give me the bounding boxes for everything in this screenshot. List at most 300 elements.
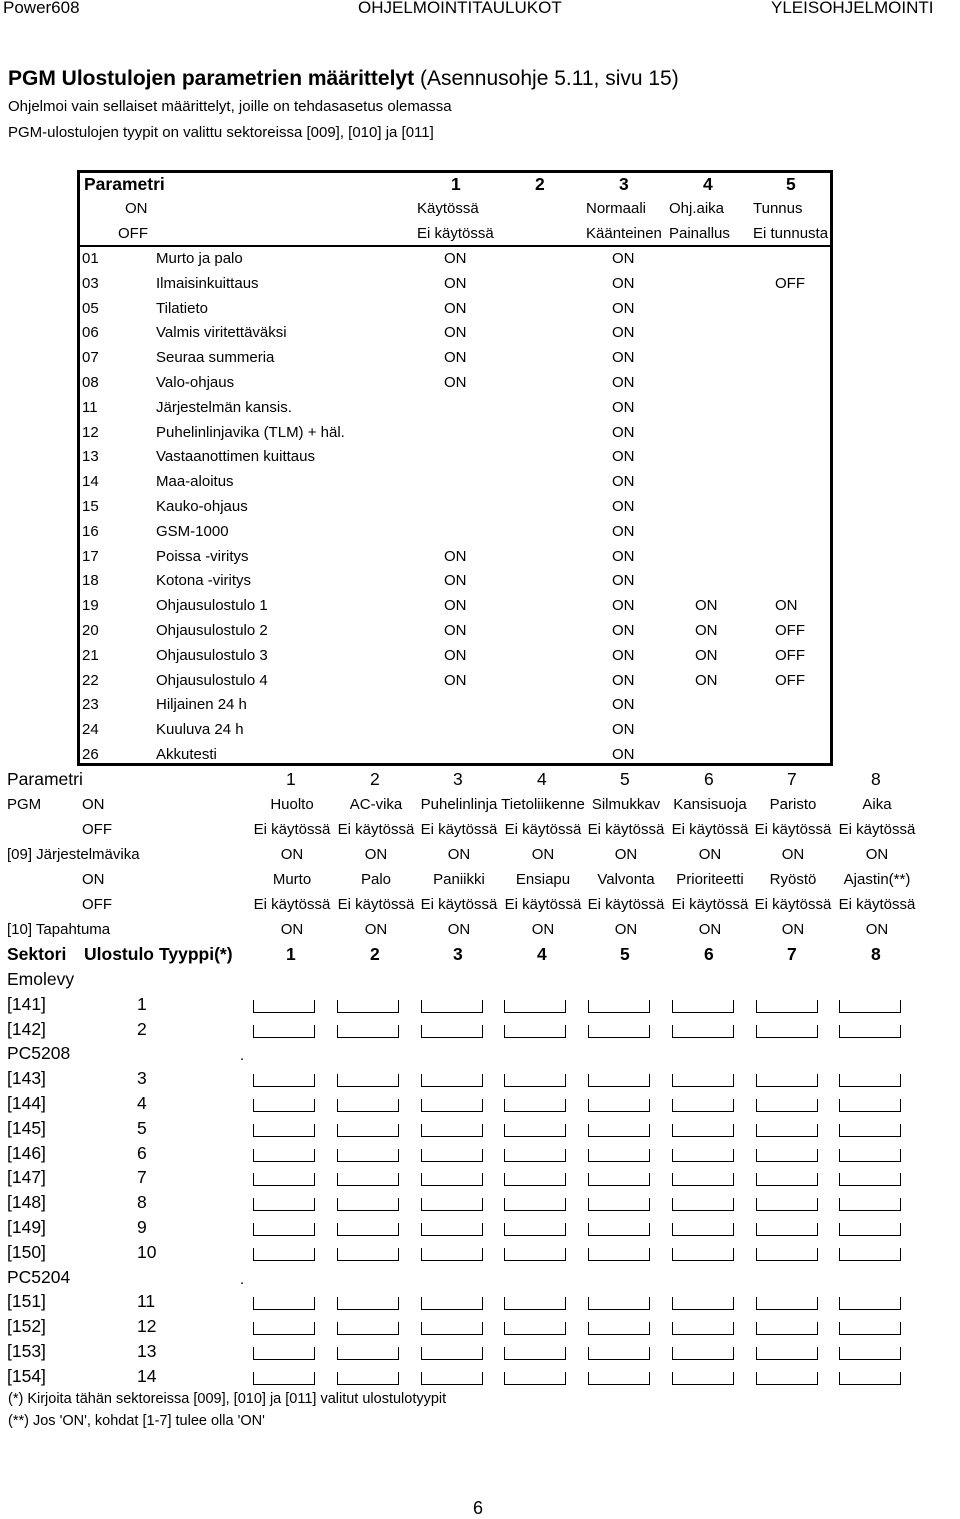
entry-box[interactable] xyxy=(421,1198,483,1211)
entry-box[interactable] xyxy=(504,1000,566,1013)
entry-box[interactable] xyxy=(839,1074,901,1087)
entry-box[interactable] xyxy=(337,1124,399,1137)
row-col3: ON xyxy=(612,547,635,565)
row-cell: Ei käytössä xyxy=(838,821,916,838)
table-row xyxy=(0,821,940,843)
row-col1: ON xyxy=(444,299,467,317)
table-row xyxy=(0,1242,940,1264)
row-cell: AC-vika xyxy=(349,796,403,813)
row-name: Kotona -viritys xyxy=(156,572,252,590)
entry-box[interactable] xyxy=(756,1074,818,1087)
row-col3: ON xyxy=(612,696,635,714)
entry-box[interactable] xyxy=(756,1198,818,1211)
table-row xyxy=(82,448,828,470)
entry-box[interactable] xyxy=(504,1173,566,1186)
footnote-2: (**) Jos 'ON', kohdat [1-7] tulee olla 'ON' xyxy=(8,1413,265,1429)
entry-box[interactable] xyxy=(756,1223,818,1236)
row-col1: ON xyxy=(444,646,467,664)
entry-box[interactable] xyxy=(588,1198,650,1211)
row-col3: ON xyxy=(612,398,635,416)
entry-box[interactable] xyxy=(672,1149,734,1162)
row-col1: ON xyxy=(444,547,467,565)
sector-code: [145] xyxy=(7,1117,46,1138)
row-col3: ON xyxy=(612,721,635,739)
row-col3: ON xyxy=(612,423,635,441)
row-state: ON xyxy=(82,796,105,813)
entry-box[interactable] xyxy=(839,1347,901,1360)
output-col-header: Ulostulo xyxy=(84,944,154,964)
row-col3: ON xyxy=(612,274,635,292)
row-cell: Ajastin(**) xyxy=(843,871,911,888)
row-cell: ON xyxy=(531,846,555,863)
row-code: 18 xyxy=(82,572,99,590)
entry-box[interactable] xyxy=(253,1198,315,1211)
row-code: 20 xyxy=(82,622,99,639)
entry-box[interactable] xyxy=(504,1074,566,1087)
table1-col-header: 3 xyxy=(619,174,629,194)
entry-box[interactable] xyxy=(672,1124,734,1137)
row-cell: ON xyxy=(364,921,388,938)
row-code: 08 xyxy=(82,374,99,391)
row-col3: ON xyxy=(612,448,635,466)
output-number: 6 xyxy=(137,1142,147,1163)
sector-num-header: 5 xyxy=(620,944,630,964)
table2-param-label: Parametri xyxy=(7,769,83,789)
entry-box[interactable] xyxy=(337,1000,399,1013)
entry-box[interactable] xyxy=(756,1297,818,1310)
row-code: 26 xyxy=(82,746,99,763)
row-cell: ON xyxy=(531,921,555,938)
entry-box[interactable] xyxy=(504,1223,566,1236)
row-cell: Murto xyxy=(272,871,312,888)
row-code: 21 xyxy=(82,646,99,664)
entry-box[interactable] xyxy=(672,1198,734,1211)
row-cell: ON xyxy=(280,921,304,938)
entry-box[interactable] xyxy=(337,1099,399,1112)
header-product: Power608 xyxy=(3,0,80,17)
entry-box[interactable] xyxy=(588,1223,650,1236)
entry-box[interactable] xyxy=(839,1149,901,1162)
sector-num-header: 6 xyxy=(704,944,714,964)
sector-col-header: Sektori xyxy=(7,944,67,964)
entry-box[interactable] xyxy=(253,1099,315,1112)
entry-box[interactable] xyxy=(253,1372,315,1385)
table-row xyxy=(0,1019,940,1041)
table-row xyxy=(0,1291,940,1313)
entry-box[interactable] xyxy=(337,1372,399,1385)
entry-box[interactable] xyxy=(421,1248,483,1261)
table-row xyxy=(0,1316,940,1338)
row-code: 16 xyxy=(82,522,99,540)
entry-box[interactable] xyxy=(421,1347,483,1360)
table-row xyxy=(0,921,940,943)
entry-box[interactable] xyxy=(756,1322,818,1335)
table-row xyxy=(0,994,940,1016)
output-number: 13 xyxy=(137,1341,157,1361)
row-code: 23 xyxy=(82,696,99,714)
table1-on-label: ON xyxy=(125,200,148,217)
table-row xyxy=(82,374,828,396)
row-cell: Ei käytössä xyxy=(671,821,749,838)
entry-box[interactable] xyxy=(588,1347,650,1360)
row-col3: ON xyxy=(612,374,635,391)
output-number: 5 xyxy=(137,1117,147,1138)
entry-box[interactable] xyxy=(839,1248,901,1261)
row-label: [10] Tapahtuma xyxy=(7,921,111,938)
table-row xyxy=(82,647,828,669)
table2-col-header: 7 xyxy=(787,769,797,789)
entry-box[interactable] xyxy=(421,1025,483,1038)
entry-box[interactable] xyxy=(672,1372,734,1385)
table-row xyxy=(0,1217,940,1239)
table-row xyxy=(0,796,940,818)
entry-box[interactable] xyxy=(672,1173,734,1186)
table1-on-value: Ohj.aika xyxy=(669,200,725,217)
row-cell: Ei käytössä xyxy=(337,821,415,838)
sector-code: [154] xyxy=(7,1365,46,1386)
entry-box[interactable] xyxy=(337,1198,399,1211)
table2-col-header: 3 xyxy=(453,769,463,789)
entry-box[interactable] xyxy=(839,1297,901,1310)
table-row xyxy=(0,871,940,893)
table2-col-header: 6 xyxy=(704,769,714,789)
row-name: Akkutesti xyxy=(156,746,217,763)
output-number: 3 xyxy=(137,1068,147,1089)
row-name: Ohjausulostulo 4 xyxy=(156,671,268,689)
entry-box[interactable] xyxy=(756,1248,818,1261)
row-cell: Puhelinlinja xyxy=(420,796,498,813)
entry-box[interactable] xyxy=(839,1372,901,1385)
table-row xyxy=(82,424,828,446)
entry-box[interactable] xyxy=(253,1297,315,1310)
row-code: 05 xyxy=(82,299,99,317)
row-col1: ON xyxy=(444,274,467,292)
table1-off-value: Painallus xyxy=(669,225,730,242)
entry-box[interactable] xyxy=(588,1124,650,1137)
table1-col-header: 2 xyxy=(535,174,545,194)
entry-box[interactable] xyxy=(421,1074,483,1087)
entry-box[interactable] xyxy=(253,1223,315,1236)
entry-box[interactable] xyxy=(253,1025,315,1038)
output-number: 4 xyxy=(137,1093,147,1113)
entry-box[interactable] xyxy=(253,1000,315,1013)
row-name: Puhelinlinjavika (TLM) + häl. xyxy=(156,423,345,441)
header-section: OHJELMOINTITAULUKOT xyxy=(358,0,562,17)
row-col3: ON xyxy=(612,522,635,540)
entry-box[interactable] xyxy=(588,1025,650,1038)
row-col3: ON xyxy=(612,671,635,689)
table2-col-header: 2 xyxy=(370,769,380,789)
entry-box[interactable] xyxy=(421,1000,483,1013)
entry-box[interactable] xyxy=(588,1322,650,1335)
entry-box[interactable] xyxy=(504,1124,566,1137)
table-row xyxy=(82,399,828,421)
row-name: Tilatieto xyxy=(156,299,208,317)
table2-col-header: 1 xyxy=(286,769,296,789)
sector-num-header: 2 xyxy=(370,944,380,964)
entry-box[interactable] xyxy=(421,1297,483,1310)
table-row xyxy=(82,473,828,495)
table2-col-header: 8 xyxy=(871,769,881,789)
entry-box[interactable] xyxy=(253,1248,315,1261)
sector-code: [143] xyxy=(7,1068,46,1089)
entry-box[interactable] xyxy=(756,1149,818,1162)
entry-box[interactable] xyxy=(421,1322,483,1335)
output-number: 8 xyxy=(137,1192,147,1213)
table-row xyxy=(82,597,828,619)
entry-box[interactable] xyxy=(672,1074,734,1087)
entry-box[interactable] xyxy=(421,1149,483,1162)
entry-box[interactable] xyxy=(504,1025,566,1038)
row-name: Hiljainen 24 h xyxy=(156,696,247,714)
entry-box[interactable] xyxy=(588,1372,650,1385)
row-name: Ohjausulostulo 3 xyxy=(156,646,268,664)
entry-box[interactable] xyxy=(672,1297,734,1310)
row-code: 19 xyxy=(82,597,99,615)
table-row xyxy=(0,1143,940,1165)
entry-box[interactable] xyxy=(504,1322,566,1335)
row-cell: Ei käytössä xyxy=(671,896,749,913)
row-cell: Tietoliikenne xyxy=(501,796,585,813)
entry-box[interactable] xyxy=(839,1099,901,1112)
row-col5: OFF xyxy=(775,622,805,639)
entry-box[interactable] xyxy=(839,1198,901,1211)
entry-box[interactable] xyxy=(337,1297,399,1310)
sector-code: [151] xyxy=(7,1291,46,1312)
entry-box[interactable] xyxy=(337,1149,399,1162)
row-col3: ON xyxy=(612,498,635,515)
entry-box[interactable] xyxy=(588,1149,650,1162)
entry-box[interactable] xyxy=(504,1198,566,1211)
row-col1: ON xyxy=(444,671,467,689)
row-col3: ON xyxy=(612,572,635,590)
row-state: OFF xyxy=(82,896,112,913)
row-cell: ON xyxy=(447,846,471,863)
row-name: GSM-1000 xyxy=(156,522,229,540)
page-number: 6 xyxy=(473,1498,484,1518)
table1-off-value: Ei tunnusta xyxy=(753,225,829,242)
row-cell: ON xyxy=(781,921,805,938)
entry-box[interactable] xyxy=(504,1297,566,1310)
table-row xyxy=(0,1093,940,1115)
row-name: Murto ja palo xyxy=(156,250,243,267)
table-row xyxy=(82,746,828,768)
row-col3: ON xyxy=(612,349,635,367)
sector-code: [142] xyxy=(7,1018,46,1039)
table-row xyxy=(82,275,828,297)
entry-box[interactable] xyxy=(337,1025,399,1038)
sector-code: [148] xyxy=(7,1192,46,1213)
entry-box[interactable] xyxy=(253,1074,315,1087)
row-cell: ON xyxy=(698,846,722,863)
sector-num-header: 3 xyxy=(453,944,463,964)
row-cell: ON xyxy=(781,846,805,863)
entry-box[interactable] xyxy=(421,1124,483,1137)
row-col1: ON xyxy=(444,572,467,590)
entry-box[interactable] xyxy=(504,1099,566,1112)
subtitle-1: Ohjelmoi vain sellaiset määrittelyt, joille on tehdasasetus olemassa xyxy=(8,98,452,115)
entry-box[interactable] xyxy=(672,1248,734,1261)
entry-box[interactable] xyxy=(839,1173,901,1186)
entry-box[interactable] xyxy=(337,1322,399,1335)
row-col4: ON xyxy=(695,597,718,615)
row-cell: Ei käytössä xyxy=(253,896,331,913)
entry-box[interactable] xyxy=(588,1099,650,1112)
entry-box[interactable] xyxy=(756,1372,818,1385)
row-name: Kauko-ohjaus xyxy=(156,498,248,515)
table1-off-label: OFF xyxy=(118,225,148,242)
entry-box[interactable] xyxy=(756,1173,818,1186)
row-code: 12 xyxy=(82,423,99,441)
entry-box[interactable] xyxy=(588,1248,650,1261)
row-cell: Ei käytössä xyxy=(504,896,582,913)
row-code: 14 xyxy=(82,473,99,491)
entry-box[interactable] xyxy=(337,1074,399,1087)
sector-num-header: 4 xyxy=(537,944,547,964)
row-code: 06 xyxy=(82,324,99,342)
table-row xyxy=(82,622,828,644)
table-row xyxy=(82,498,828,520)
output-number: 1 xyxy=(137,993,147,1014)
table-row xyxy=(82,349,828,371)
table1-off-value: Ei käytössä xyxy=(417,225,494,242)
entry-box[interactable] xyxy=(756,1000,818,1013)
table-row xyxy=(0,1167,940,1189)
table-row xyxy=(0,896,940,918)
entry-box[interactable] xyxy=(839,1124,901,1137)
table-row xyxy=(0,846,940,868)
table-row xyxy=(82,696,828,718)
entry-box[interactable] xyxy=(672,1099,734,1112)
row-col5: OFF xyxy=(775,646,805,664)
row-cell: ON xyxy=(447,921,471,938)
row-cell: Ei käytössä xyxy=(587,896,665,913)
entry-box[interactable] xyxy=(337,1248,399,1261)
group-label: PC5204 xyxy=(7,1266,71,1287)
table-row xyxy=(82,324,828,346)
entry-box[interactable] xyxy=(421,1173,483,1186)
row-cell: Kansisuoja xyxy=(673,796,747,813)
row-cell: Ei käytössä xyxy=(420,896,498,913)
row-cell: Ei käytössä xyxy=(838,896,916,913)
row-col5: ON xyxy=(775,597,798,615)
table1-on-value: Tunnus xyxy=(753,200,803,217)
entry-box[interactable] xyxy=(421,1099,483,1112)
entry-box[interactable] xyxy=(672,1025,734,1038)
row-cell: Aika xyxy=(862,796,892,813)
row-name: Kuuluva 24 h xyxy=(156,721,244,739)
table-row xyxy=(82,300,828,322)
row-name: Ohjausulostulo 1 xyxy=(156,597,268,615)
title-main: PGM Ulostulojen parametrien määrittelyt xyxy=(8,67,415,90)
table-row xyxy=(0,1192,940,1214)
row-name: Vastaanottimen kuittaus xyxy=(156,448,315,466)
row-cell: Palo xyxy=(360,871,392,888)
table1-on-value: Normaali xyxy=(586,200,647,217)
entry-box[interactable] xyxy=(337,1223,399,1236)
entry-box[interactable] xyxy=(253,1347,315,1360)
entry-box[interactable] xyxy=(421,1372,483,1385)
row-col3: ON xyxy=(612,473,635,491)
entry-box[interactable] xyxy=(672,1000,734,1013)
row-cell: Silmukkav xyxy=(591,796,661,813)
entry-box[interactable] xyxy=(672,1223,734,1236)
entry-box[interactable] xyxy=(756,1124,818,1137)
row-name: Ohjausulostulo 2 xyxy=(156,622,268,639)
row-code: 03 xyxy=(82,274,99,292)
entry-box[interactable] xyxy=(588,1173,650,1186)
row-col5: OFF xyxy=(775,671,805,689)
row-cell: ON xyxy=(865,846,889,863)
entry-box[interactable] xyxy=(839,1000,901,1013)
entry-box[interactable] xyxy=(839,1322,901,1335)
row-state: OFF xyxy=(82,821,112,838)
entry-box[interactable] xyxy=(588,1074,650,1087)
entry-box[interactable] xyxy=(756,1099,818,1112)
entry-box[interactable] xyxy=(337,1347,399,1360)
row-cell: Ei käytössä xyxy=(337,896,415,913)
entry-box[interactable] xyxy=(839,1025,901,1038)
output-number: 7 xyxy=(137,1167,147,1188)
entry-box[interactable] xyxy=(337,1173,399,1186)
row-col1: ON xyxy=(444,324,467,342)
table-row xyxy=(82,572,828,594)
entry-box[interactable] xyxy=(588,1297,650,1310)
row-col1: ON xyxy=(444,250,467,267)
table-row xyxy=(82,548,828,570)
output-number: 12 xyxy=(137,1316,157,1337)
entry-box[interactable] xyxy=(504,1347,566,1360)
entry-box[interactable] xyxy=(672,1347,734,1360)
sector-code: [149] xyxy=(7,1217,46,1237)
sector-code: [147] xyxy=(7,1167,46,1188)
row-cell: Ei käytössä xyxy=(253,821,331,838)
entry-box[interactable] xyxy=(421,1223,483,1236)
table1-col-header: 1 xyxy=(451,174,461,194)
row-label: PGM xyxy=(7,796,42,813)
row-col3: ON xyxy=(612,324,635,342)
row-name: Maa-aloitus xyxy=(156,473,234,491)
entry-box[interactable] xyxy=(253,1124,315,1137)
row-cell: Huolto xyxy=(270,796,314,813)
entry-box[interactable] xyxy=(588,1000,650,1013)
table2-col-header: 4 xyxy=(537,769,547,789)
table-row xyxy=(82,721,828,743)
table2-col-header: 5 xyxy=(620,769,630,789)
output-number: 10 xyxy=(137,1241,157,1262)
entry-box[interactable] xyxy=(504,1248,566,1261)
entry-box[interactable] xyxy=(504,1372,566,1385)
row-code: 11 xyxy=(82,398,98,416)
entry-box[interactable] xyxy=(756,1347,818,1360)
entry-box[interactable] xyxy=(672,1322,734,1335)
table-row xyxy=(0,1341,940,1363)
table-row xyxy=(0,1068,940,1090)
entry-box[interactable] xyxy=(253,1173,315,1186)
row-name: Seuraa summeria xyxy=(156,349,275,367)
row-name: Ilmaisinkuittaus xyxy=(156,274,259,292)
entry-box[interactable] xyxy=(504,1149,566,1162)
entry-box[interactable] xyxy=(253,1322,315,1335)
entry-box[interactable] xyxy=(253,1149,315,1162)
row-code: 07 xyxy=(82,349,99,367)
row-cell: Paniikki xyxy=(433,871,485,888)
row-col4: ON xyxy=(695,646,718,664)
row-cell: ON xyxy=(614,846,638,863)
row-col3: ON xyxy=(612,622,635,639)
entry-box[interactable] xyxy=(756,1025,818,1038)
entry-box[interactable] xyxy=(839,1223,901,1236)
